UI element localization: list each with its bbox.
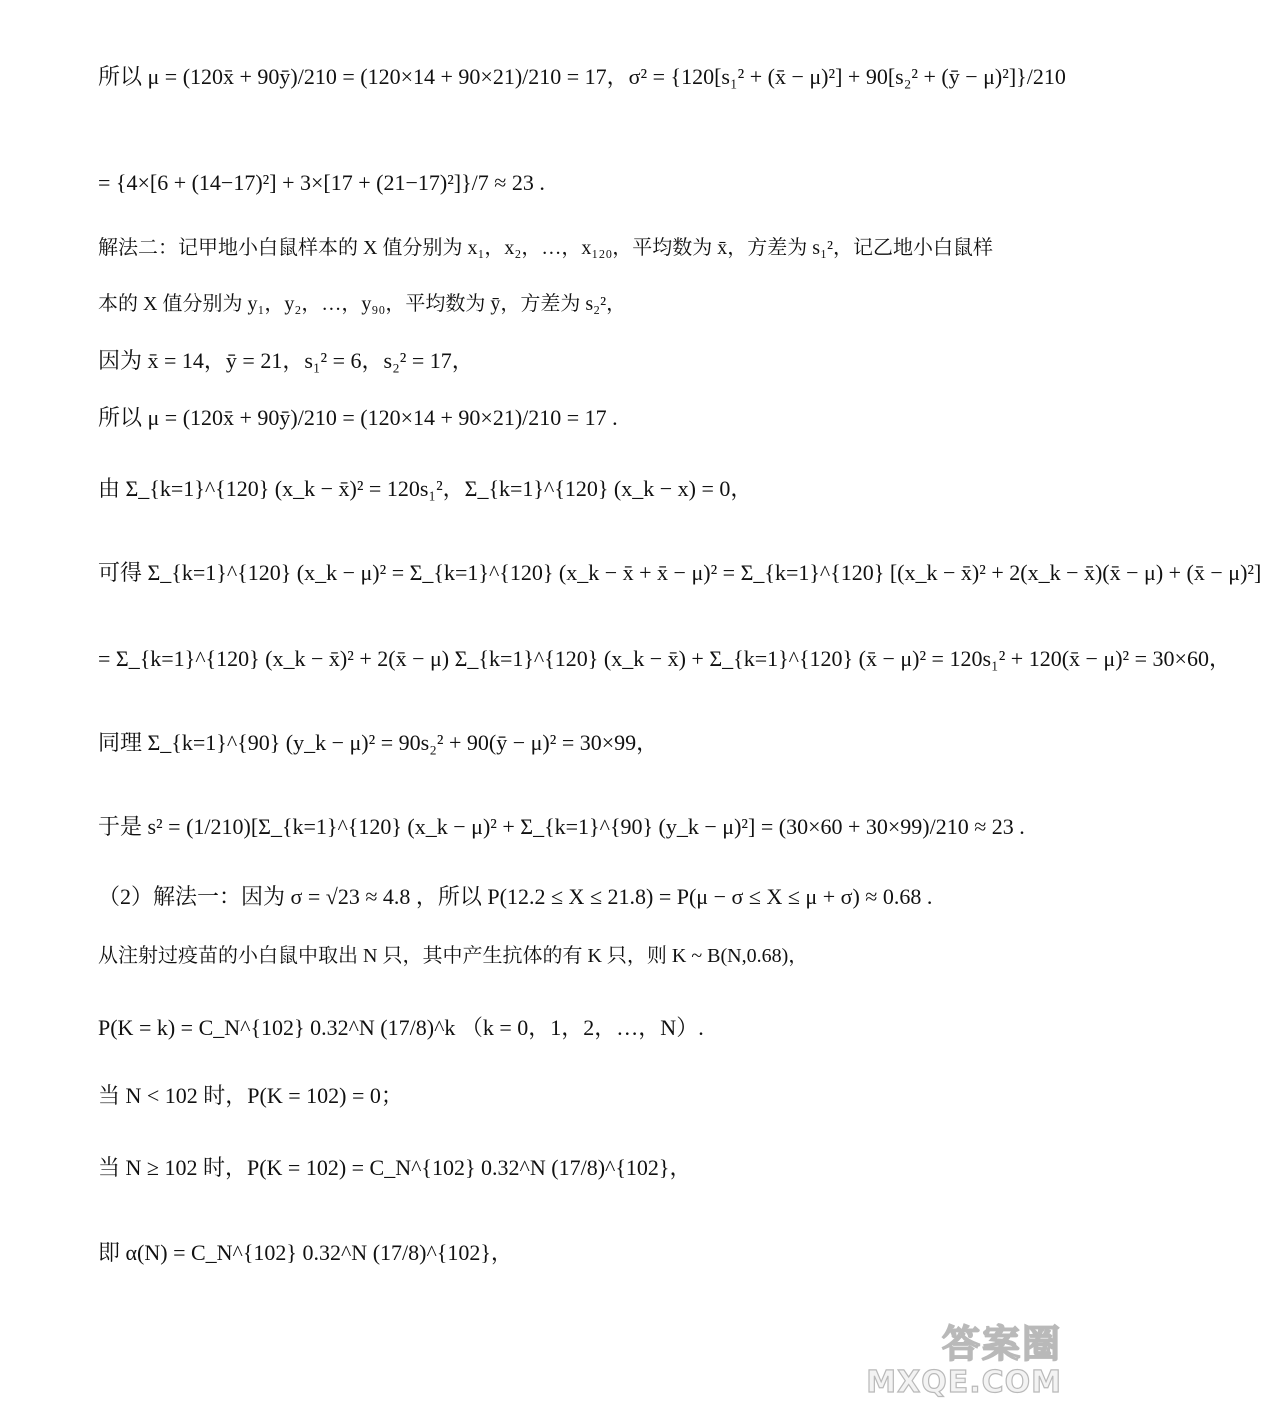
sum-expansion-line: 可得 Σ_{k=1}^{120} (x_k − μ)² = Σ_{k=1}^{120} (x_k − x̄ + x̄ − μ)² = Σ_{k=1}^{120} [(x_k − x̄)² + 2(x_k − x̄)(x̄ − μ) + (x̄ − μ)²] [98,560,1261,585]
case-n-greater-line: 当 N ≥ 102 时，P(K = 102) = C_N^{102} 0.32^N (17/8)^{102}， [98,1155,692,1180]
similar-sum-line: 同理 Σ_{k=1}^{90} (y_k − μ)² = 90s₂² + 90(ȳ − μ)² = 30×99， [98,730,659,755]
case-n-less-line: 当 N < 102 时，P(K = 102) = 0； [98,1083,403,1108]
given-values-line: 因为 x̄ = 14，ȳ = 21，s₁² = 6，s₂² = 17， [98,348,474,373]
alpha-definition-line: 即 α(N) = C_N^{102} 0.32^N (17/8)^{102}， [98,1240,513,1265]
part-two-method-one-line: （2）解法一：因为 σ = √23 ≈ 4.8 ，所以 P(12.2 ≤ X ≤ 21.8) = P(μ − σ ≤ X ≤ μ + σ) ≈ 0.68 . [98,884,933,909]
mu-computation-line: 所以 μ = (120x̄ + 90ȳ)/210 = (120×14 + 90×21)/210 = 17 . [98,405,618,430]
method-two-intro: 解法二：记甲地小白鼠样本的 X 值分别为 x₁，x₂，…，x₁₂₀，平均数为 x̄，方差为 s₁²，记乙地小白鼠样 [98,237,994,259]
solution-line-sigma-result: = {4×[6 + (14−17)²] + 3×[17 + (21−17)²]}/7 ≈ 23 . [98,170,545,195]
binomial-setup-line: 从注射过疫苗的小白鼠中取出 N 只，其中产生抗体的有 K 只，则 K ~ B(N,0.68)， [98,945,809,967]
sum-identities-line: 由 Σ_{k=1}^{120} (x_k − x̄)² = 120s₁²，Σ_{k=1}^{120} (x_k − x) = 0， [98,476,753,501]
probability-formula-line: P(K = k) = C_N^{102} 0.32^N (17/8)^k （k = 0，1，2，…，N）. [98,1015,704,1040]
watermark-logo [866,1313,1062,1403]
method-two-intro-cont: 本的 X 值分别为 y₁，y₂，…，y₉₀，平均数为 ȳ，方差为 s₂²， [98,293,627,315]
sum-result-line: = Σ_{k=1}^{120} (x_k − x̄)² + 2(x̄ − μ) Σ_{k=1}^{120} (x_k − x̄) + Σ_{k=1}^{120} (x̄ − μ)² = 120s₁² + 120(x̄ − μ)² = 30×60， [98,646,1231,671]
variance-result-line: 于是 s² = (1/210)[Σ_{k=1}^{120} (x_k − μ)² + Σ_{k=1}^{90} (y_k − μ)²] = (30×60 + 30×99)/210 ≈ 23 . [98,814,1025,839]
watermark-main-text: 答案圈 [941,1322,1062,1366]
watermark-url-text: MXQE.COM [866,1365,1062,1400]
solution-line-mu-sigma: 所以 μ = (120x̄ + 90ȳ)/210 = (120×14 + 90×21)/210 = 17，σ² = {120[s₁² + (x̄ − μ)²] + 90[s₂² + (ȳ − μ)²]}/210 [98,64,1066,89]
